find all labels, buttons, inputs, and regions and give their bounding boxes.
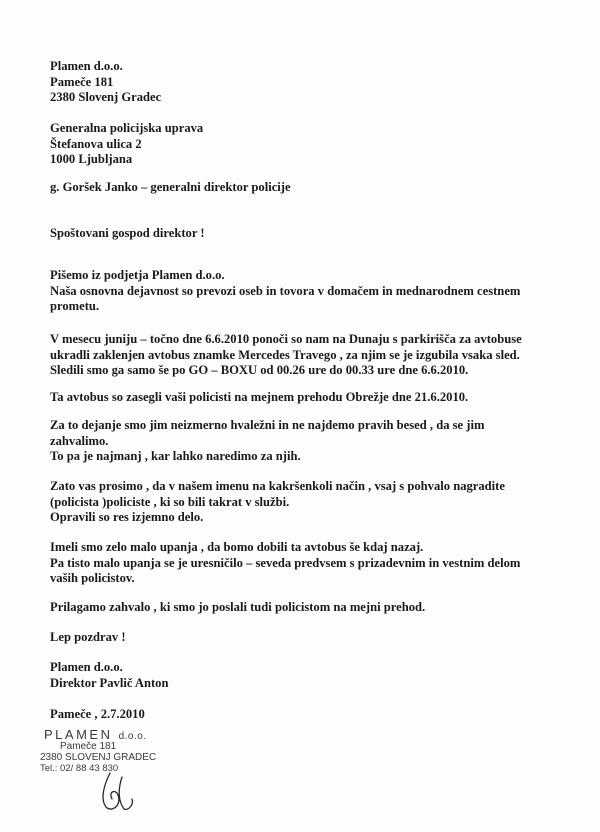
recipient-street: Štefanova ulica 2 xyxy=(50,136,142,151)
paragraph-3: Ta avtobus so zasegli vaši policisti na mejnem prehodu Obrežje dne 21.6.2010. xyxy=(50,390,469,404)
paragraph-6: Imeli smo zelo malo upanja , da bomo dobili ta avtobus še kdaj nazaj. Pa tisto malo upanja se je uresničilo – seveda predvsem s prizadevnim in vestnim delom vaših policistov. xyxy=(50,540,521,585)
attention-line: g. Goršek Janko – generalni direktor policije xyxy=(50,180,291,194)
paragraph-5: Zato vas prosimo , da v našem imenu na kakršenkoli način , vsaj s pohvalo nagradite (policista )policiste , ki so bili takrat v službi. Opravili so res izjemno delo. xyxy=(50,479,505,524)
stamp-street: Pameče 181 xyxy=(60,741,117,752)
signatory-block xyxy=(50,660,580,691)
paragraph-4: Za to dejanje smo jim neizmerno hvaležni in ne najdemo pravih besed , da se jim zahvalimo. To pa je najmanj , kar lahko naredimo za njih. xyxy=(50,418,485,463)
sender-name: Plamen d.o.o. xyxy=(50,59,123,73)
paragraph-7: Prilagamo zahvalo , ki smo jo poslali tudi policistom na mejni prehod. xyxy=(50,600,426,614)
sender-address xyxy=(50,59,580,106)
paragraph-1: Pišemo iz podjetja Plamen d.o.o. Naša osnovna dejavnost so prevozi oseb in tovora v domačem in mednarodnem cestnem prometu. xyxy=(50,268,521,313)
stamp-city: 2380 SLOVENJ GRADEC xyxy=(40,752,157,763)
sender-street: Pameče 181 xyxy=(50,74,114,89)
handwritten-signature xyxy=(88,765,148,815)
recipient-city: 1000 Ljubljana xyxy=(50,152,133,166)
closing: Lep pozdrav ! xyxy=(50,630,126,644)
sender-city: 2380 Slovenj Gradec xyxy=(50,90,162,104)
signatory-title: Direktor Pavlič Anton xyxy=(50,675,169,690)
stamp-name: PLAMEN d.o.o. xyxy=(44,727,147,742)
date-line: Pameče , 2.7.2010 xyxy=(50,707,145,721)
stamp-tel: Tel.: 02/ 88 43 830 xyxy=(40,763,119,774)
salutation: Spoštovani gospod direktor ! xyxy=(50,226,205,240)
recipient-org: Generalna policijska uprava xyxy=(50,121,204,135)
signatory-company: Plamen d.o.o. xyxy=(50,660,123,674)
recipient-address xyxy=(50,121,580,168)
paragraph-2: V mesecu juniju – točno dne 6.6.2010 ponoči so nam na Dunaju s parkirišča za avtobuse ukradli zaklenjen avtobus znamke Mercedes Travego , za njim se je izgubila vsaka sled. Sledili smo ga samo še po GO – BOXU od 00.26 ure do 00.33 ure dne 6.6.2010. xyxy=(50,332,522,377)
